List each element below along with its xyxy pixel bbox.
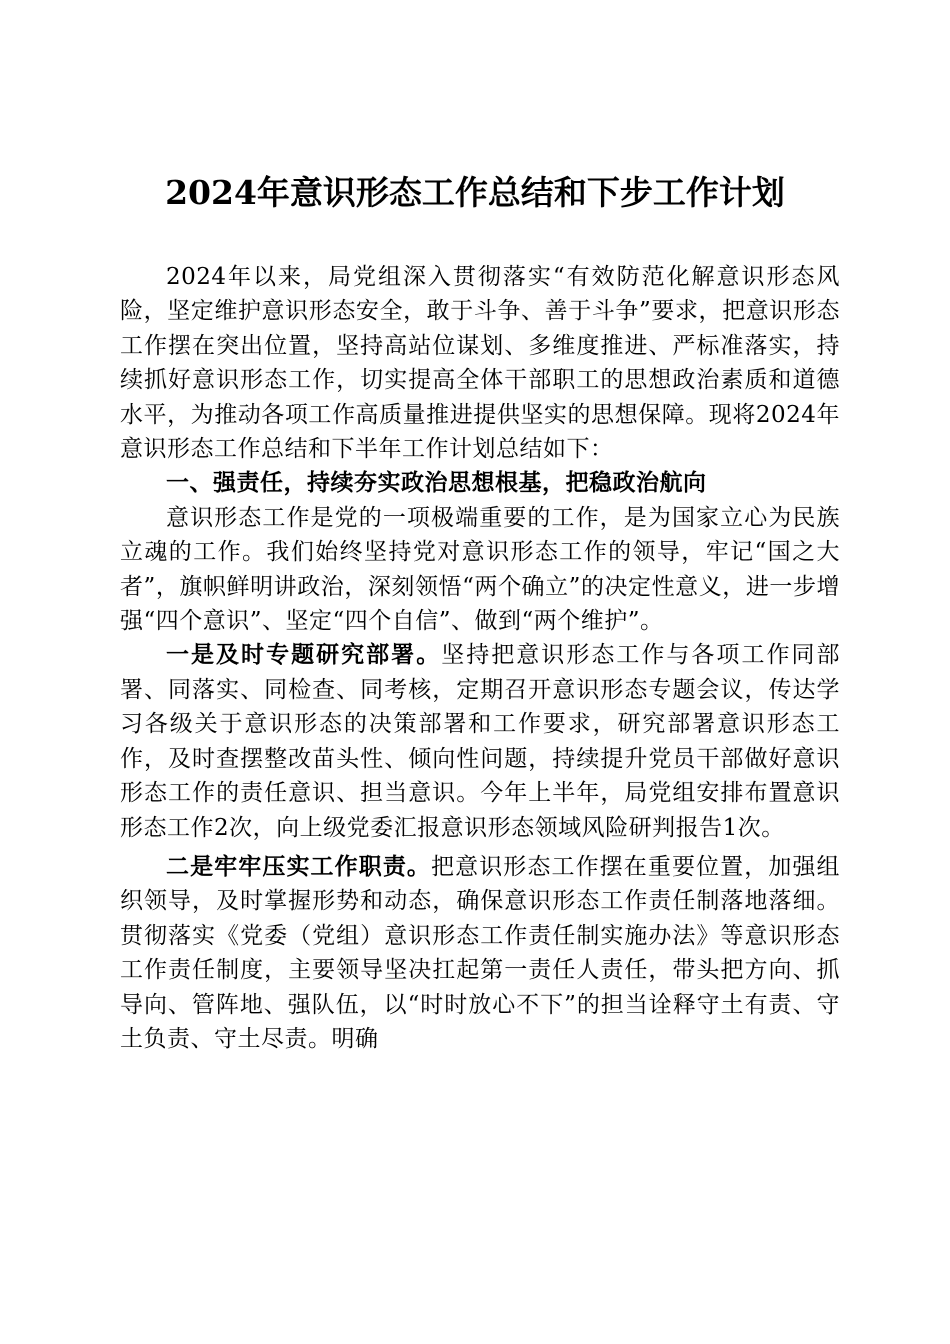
intro-paragraph: 2024年以来，局党组深入贯彻落实“有效防范化解意识形态风险，坚定维护意识形态安全，敢于斗争、善于斗争”要求，把意识形态工作摆在突出位置，坚持高站位谋划、多维度推进、严标准落实，持续抓好意识形态工作，切实提高全体干部职工的思想政治素质和道德水平，为推动各项工作高质量推进提供坚实的思想保障。现将2024年意识形态工作总结和下半年工作计划总结如下： xyxy=(120,264,840,463)
document-body xyxy=(120,260,840,1056)
item-2-text: 把意识形态工作摆在重要位置，加强组织领导，及时掌握形势和动态，确保意识形态工作责任制落地落细。贯彻落实《党委（党组）意识形态工作责任制实施办法》等意识形态工作责任制度，主要领导坚决扛起第一责任人责任，带头把方向、抓导向、管阵地、强队伍，以“时时放心不下”的担当诠释守土有责、守土负责、守土尽责。明确 xyxy=(120,853,841,1052)
section-1-paragraph: 意识形态工作是党的一项极端重要的工作，是为国家立心为民族立魂的工作。我们始终坚持党对意识形态工作的领导，牢记“国之大者”，旗帜鲜明讲政治，深刻领悟“两个确立”的决定性意义，进一步增强“四个意识”、坚定“四个自信”、做到“两个维护”。 xyxy=(120,504,840,635)
item-2-paragraph xyxy=(120,850,840,1056)
document-title: 2024年意识形态工作总结和下步工作计划 xyxy=(165,173,785,212)
item-1-text: 坚持把意识形态工作与各项工作同部署、同落实、同检查、同考核，定期召开意识形态专题会议，传达学习各级关于意识形态的决策部署和工作要求，研究部署意识形态工作，及时查摆整改苗头性、倾向性问题，持续提升党员干部做好意识形态工作的责任意识、担当意识。今年上半年，局党组安排布置意识形态工作2次，向上级党委汇报意识形态领域风险研判报告1次。 xyxy=(120,642,841,841)
item-1-lead: 一是及时专题研究部署。 xyxy=(166,641,442,669)
item-1-paragraph xyxy=(120,638,840,844)
section-heading-1: 一、强责任，持续夯实政治思想根基，把稳政治航向 xyxy=(166,469,707,497)
item-2-lead: 二是牢牢压实工作职责。 xyxy=(166,852,432,880)
